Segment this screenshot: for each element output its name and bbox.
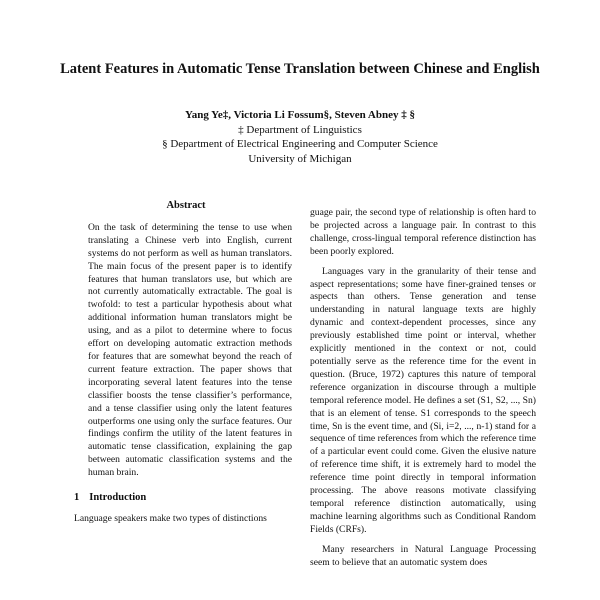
affiliation-linguistics: ‡ Department of Linguistics [238, 123, 362, 136]
affiliation-university: University of Michigan [248, 152, 352, 165]
author-names: Yang Ye‡, Victoria Li Fossum§, Steven Abney ‡ § [185, 109, 415, 121]
abstract-text: On the task of determining the tense to use when translating a Chinese verb into English, current systems do not perform as well as human translators. The main focus of the present paper is to identify features that human translators use, but which are not currently automatically extractable. The goal is twofold: to test a particular hypothesis about what additional information human translators might be using, and as a pilot to determine where to focus effort on developing automatic extraction methods for features that are somewhat beyond the reach of current feature extraction. The paper shows that incorporating several latent features into the tense classifier boosts the tense classifier’s performance, and a tense classifier using only the latent features outperforms one using only the surface features. Our findings confirm the utility of the latent features in automatic tense classification, explaining the gap between automatic classification systems and the human brain. [88, 221, 292, 479]
right-column [310, 207, 536, 576]
paragraph-1: guage pair, the second type of relationship is often hard to be projected across a language pair. In contrast to this challenge, cross-lingual temporal reference distinction has been poorly explored. [310, 207, 536, 257]
author-block [60, 108, 540, 166]
section-number: 1 [74, 492, 80, 504]
section-heading-introduction [74, 492, 298, 505]
paper-title: Latent Features in Automatic Tense Translation between Chinese and English [60, 61, 540, 77]
affiliation-eecs: § Department of Electrical Engineering and Computer Science [162, 138, 438, 150]
paragraph-3: Many researchers in Natural Language Processing seem to believe that an automatic system does [310, 543, 536, 568]
abstract-heading: Abstract [166, 200, 206, 211]
left-column [74, 200, 298, 526]
paragraph-2: Languages vary in the granularity of their tense and aspect representations; some have finer-grained tenses or aspects than others. Tense generation and tense understanding in natural language texts are highly dynamic and context-dependent processes, since any previously established time point or interval, whether explicitly mentioned in the context or not, could potentially serve as the reference time for the event in question. (Bruce, 1972) captures this nature of temporal reference organization in discourse through a multiple temporal reference model. He defines a set (S1, S2, ..., Sn) that is an element of tense. S1 corresponds to the speech time, Sn is the event time, and (Si, i=2, ..., n-1) stand for a sequence of time references from which the reference time of a particular event could come. Given the elusive nature of reference time shift, it is extremely hard to model the reference time point directly in temporal information processing. The above reasons motivate classifying temporal reference distinction automatically, using machine learning algorithms such as Conditional Random Fields (CRFs). [310, 265, 536, 535]
introduction-text: Language speakers make two types of distinctions [74, 512, 267, 524]
section-title: Introduction [89, 492, 147, 504]
